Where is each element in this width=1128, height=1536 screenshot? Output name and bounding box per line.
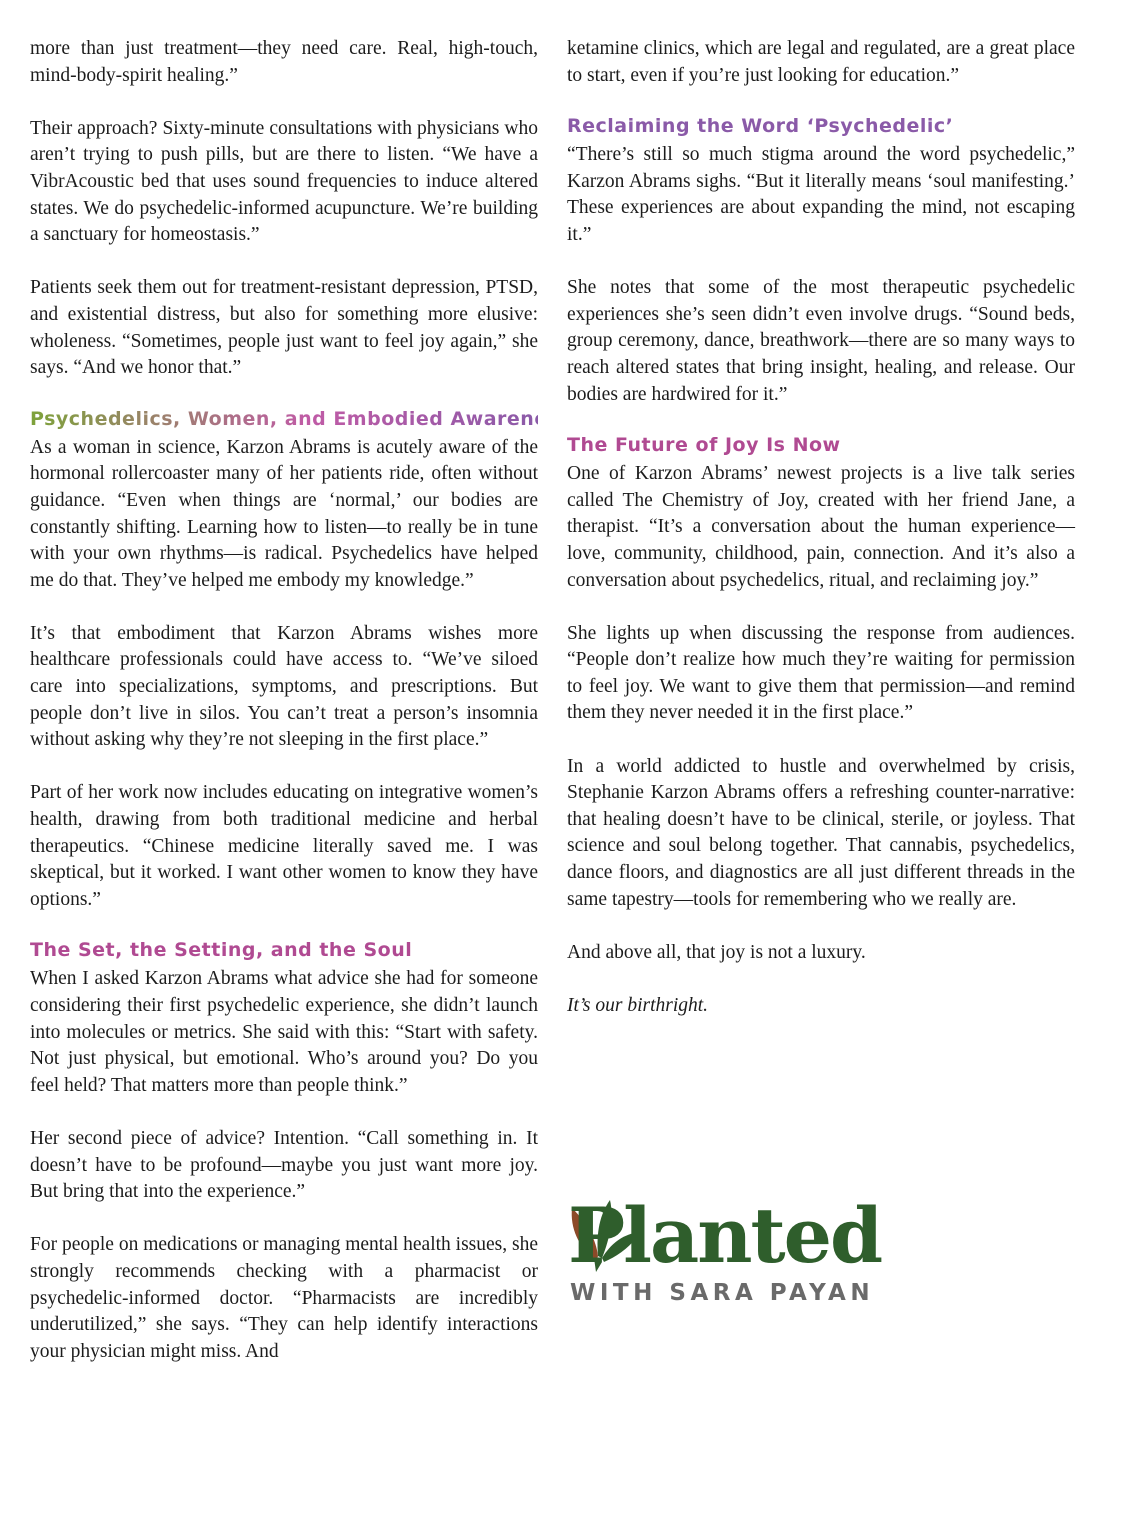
closing-line: And above all, that joy is not a luxury.	[567, 941, 866, 963]
paragraph: One of Karzon Abrams’ newest projects is a live talk series called The Chemistry of Joy, created with her friend Jane, a therapist. “It’s a conversation about the human experience—love, community, childhood, pain, connection. And it’s also a conversation about psychedelics, ritual, and reclaiming joy.”	[567, 463, 1075, 591]
paragraph: In a world addicted to hustle and overwhelmed by crisis, Stephanie Karzon Abrams offers a refreshing counter-narrative: that healing doesn’t have to be clinical, sterile, or joyless. That science and soul belong together. That cannabis, psychedelics, dance floors, and diagnostics are all just different threads in the same tapestry—tools for remembering who we really are.	[567, 755, 1075, 910]
closing-italic: It’s our birthright.	[567, 995, 709, 1016]
paragraph: Their approach? Sixty-minute consultations with physicians who aren’t trying to push pills, but are there to listen. “We have a VibrAcoustic bed that uses sound frequencies to induce altered states. We do psychedelic-informed acupuncture. We’re building a sanctuary for homeostasis.”	[30, 117, 538, 246]
section-heading-reclaiming-word: Reclaiming the Word ‘Psychedelic’	[567, 115, 954, 138]
section-heading-embodied-awareness: Psychedelics, Women, and Embodied Awareness	[30, 407, 572, 430]
left-column	[30, 36, 572, 1365]
paragraph: She lights up when discussing the response from audiences. “People don’t realize how much they’re waiting for permission to feel joy. We want to give them that permission—and remind them they never needed it in the first place.”	[567, 622, 1075, 724]
logo-title: Planted	[568, 1196, 882, 1280]
paragraph: When I asked Karzon Abrams what advice she had for someone considering their first psychedelic experience, she didn’t launch into molecules or metrics. She said with this: “Start with safety. Not just physical, but emotional. Who’s around you? Do you feel held? That matters more than people think.”	[30, 968, 538, 1096]
paragraph: As a woman in science, Karzon Abrams is acutely aware of the hormonal rollercoaster many of her patients ride, often without guidance. “Even when things are ‘normal,’ our bodies are constantly shifting. Learning how to listen—to really be in tune with your own rhythms—is radical. Psychedelics have helped me do that. They’ve helped me embody my knowledge.”	[30, 436, 538, 591]
section-heading-future-of-joy: The Future of Joy Is Now	[567, 434, 841, 457]
paragraph: Her second piece of advice? Intention. “Call something in. It doesn’t have to be profound—maybe you just want more joy. But bring that into the experience.”	[30, 1127, 538, 1203]
planted-logo	[566, 1196, 906, 1308]
paragraph: “There’s still so much stigma around the word psychedelic,” Karzon Abrams sighs. “But it literally means ‘soul manifesting.’ These experiences are about expanding the mind, not escaping it.”	[567, 144, 1075, 245]
paragraph: For people on medications or managing mental health issues, she strongly recommends checking with a pharmacist or psychedelic-informed doctor. “Pharmacists are incredibly underutilized,” she says. “They can help identify interactions your physician might miss. And	[30, 1234, 538, 1362]
logo-subtitle: WITH SARA PAYAN	[570, 1280, 875, 1306]
paragraph: It’s that embodiment that Karzon Abrams wishes more healthcare professionals could have access to. “We’ve siloed care into specializations, symptoms, and prescriptions. But people don’t live in silos. You can’t treat a person’s insomnia without asking why they’re not sleeping in the first place.”	[30, 622, 538, 751]
paragraph: more than just treatment—they need care. Real, high-touch, mind-body-spirit healing.”	[30, 38, 538, 86]
paragraph: She notes that some of the most therapeutic psychedelic experiences she’s seen didn’t even involve drugs. “Sound beds, group ceremony, dance, breathwork—there are so many ways to reach altered states that bring insight, healing, and release. Our bodies are hardwired for it.”	[567, 277, 1075, 405]
paragraph: Patients seek them out for treatment-resistant depression, PTSD, and existential distress, but also for something more elusive: wholeness. “Sometimes, people just want to feel joy again,” she says. “And we honor that.”	[30, 277, 538, 379]
paragraph: Part of her work now includes educating on integrative women’s health, drawing from both traditional medicine and herbal therapeutics. “Chinese medicine literally saved me. I was skeptical, but it worked. I want other women to know they have options.”	[30, 782, 538, 910]
right-column	[567, 36, 1075, 1020]
paragraph: ketamine clinics, which are legal and regulated, are a great place to start, even if you’re just looking for education.”	[567, 38, 1075, 86]
section-heading-set-setting-soul: The Set, the Setting, and the Soul	[30, 939, 413, 962]
